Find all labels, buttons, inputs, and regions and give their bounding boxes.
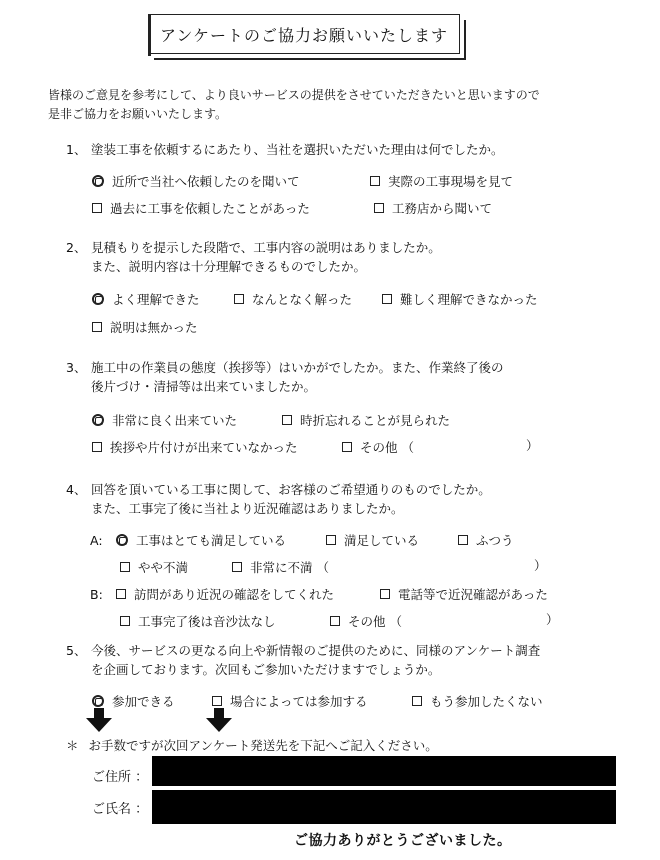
q5-option-3[interactable] (412, 692, 543, 710)
q4-text-line-1: 回答を頂いている工事に関して、お客様のご希望通りのものでしたか。 (91, 482, 491, 497)
q4-b-close-paren: ） (546, 612, 559, 627)
q2-text-line-1: 見積もりを提示した段階で、工事内容の説明はありましたか。 (91, 240, 441, 255)
checkbox-icon[interactable] (92, 293, 104, 305)
address-field-redacted[interactable] (152, 756, 616, 786)
q4-a-option-3[interactable] (458, 531, 514, 549)
q4-a-option-3-label: ふつう (476, 533, 514, 548)
q1-option-4[interactable] (374, 199, 492, 217)
q5-title (66, 641, 636, 681)
intro-text (48, 86, 618, 124)
checkbox-icon[interactable] (282, 415, 292, 425)
q4-a-close-paren: ） (534, 558, 547, 573)
checkbox-icon[interactable] (120, 562, 130, 572)
q4-a-option-2-label: 満足している (344, 533, 420, 548)
down-arrow-icon (206, 708, 232, 732)
q4-b-label: B: (90, 586, 103, 602)
q4-b-option-4[interactable] (330, 612, 402, 630)
q3-option-3[interactable] (92, 438, 298, 456)
checkbox-icon[interactable] (330, 616, 340, 626)
checkbox-icon[interactable] (232, 562, 242, 572)
q4-a-option-4[interactable] (120, 558, 188, 576)
checkbox-icon[interactable] (92, 695, 104, 707)
q4-title (66, 480, 626, 520)
title-bar-decoration (148, 14, 151, 56)
address-label: ご住所 ： (92, 770, 149, 785)
q4-a-option-5[interactable] (232, 558, 329, 576)
q3-option-1-label: 非常に良く出来ていた (112, 413, 238, 428)
q4-b-option-3-label: 工事完了後は音沙汰なし (138, 614, 276, 629)
q1-option-1-label: 近所で当社へ依頼したのを聞いて (112, 174, 300, 189)
q5-option-1-label: 参加できる (112, 694, 175, 709)
down-arrow-icon (86, 708, 112, 732)
intro-line-2: 是非ご協力をお願いいたします。 (48, 107, 228, 121)
q4-b-option-2[interactable] (380, 585, 548, 603)
q3-option-4[interactable] (342, 438, 414, 456)
q1-option-3[interactable] (92, 199, 310, 217)
q4-a-option-2[interactable] (326, 531, 419, 549)
thanks-message: ご協力ありがとうございました。 (294, 833, 512, 849)
q4-a-option-5-label: 非常に不満 （ (250, 560, 329, 575)
q2-title (66, 238, 626, 278)
q3-option-4-label: その他 （ (360, 440, 414, 455)
q2-option-1-label: よく理解できた (112, 292, 200, 307)
q4-a-option-4-label: やや不満 (138, 560, 189, 575)
checkbox-icon[interactable] (92, 203, 102, 213)
checkbox-icon[interactable] (458, 535, 468, 545)
q1-text-line-1: 塗装工事を依頼するにあたり、当社を選択いただいた理由は何でしたか。 (91, 142, 504, 157)
checkbox-icon[interactable] (380, 589, 390, 599)
q4-b-option-2-label: 電話等で近況確認があった (398, 587, 548, 602)
q2-option-3-label: 難しく理解できなかった (400, 292, 538, 307)
q3-title (66, 358, 626, 398)
q1-title (66, 140, 626, 160)
q5-option-3-label: もう参加したくない (430, 694, 543, 709)
q4-text-line-2: また、工事完了後に当社より近況確認はありましたか。 (91, 501, 404, 516)
q2-option-3[interactable] (382, 290, 538, 308)
q2-option-1[interactable] (92, 290, 200, 308)
note-mark: ＊ (66, 738, 79, 753)
q4-a-option-1-label: 工事はとても満足している (136, 533, 287, 548)
q3-option-2[interactable] (282, 411, 450, 429)
checkbox-icon[interactable] (342, 442, 352, 452)
q4-b-option-1[interactable] (90, 585, 334, 603)
q1-option-2[interactable] (370, 172, 513, 190)
checkbox-icon[interactable] (234, 294, 244, 304)
survey-title-box (148, 14, 460, 54)
checkbox-icon[interactable] (374, 203, 384, 213)
q1-option-2-label: 実際の工事現場を見て (388, 174, 514, 189)
q2-option-2[interactable] (234, 290, 352, 308)
q2-text-line-2: また、説明内容は十分理解できるものでしたか。 (91, 259, 367, 274)
checkbox-icon[interactable] (120, 616, 130, 626)
q4-number: 4、 (66, 482, 87, 497)
q3-option-2-label: 時折忘れることが見られた (300, 413, 451, 428)
q1-number: 1、 (66, 142, 87, 157)
q2-option-4-label: 説明は無かった (110, 320, 198, 335)
q1-option-4-label: 工務店から聞いて (392, 201, 493, 216)
intro-line-1: 皆様のご意見を参考にして、より良いサービスの提供をさせていただきたいと思いますので (48, 88, 540, 102)
q4-b-option-3[interactable] (120, 612, 276, 630)
checkbox-icon[interactable] (326, 535, 336, 545)
q4-b-option-1-label: 訪問があり近況の確認をしてくれた (134, 587, 335, 602)
q3-close-paren: ） (526, 438, 539, 453)
checkbox-icon[interactable] (116, 534, 128, 546)
checkbox-icon[interactable] (382, 294, 392, 304)
q2-option-2-label: なんとなく解った (252, 292, 353, 307)
q5-text-line-1: 今後、サービスの更なる向上や新情報のご提供のために、同様のアンケート調査 (91, 643, 541, 658)
q3-number: 3、 (66, 360, 87, 375)
q2-number: 2、 (66, 240, 87, 255)
note-text: お手数ですが次回アンケート発送先を下記へご記入ください。 (88, 738, 438, 753)
q4-b-option-4-label: その他 （ (348, 614, 402, 629)
q1-option-1[interactable] (92, 172, 300, 190)
name-label: ご氏名 ： (92, 802, 149, 817)
q5-option-2[interactable] (212, 692, 368, 710)
survey-title: アンケートのご協力お願いいたします (159, 25, 449, 45)
q5-text-line-2: を企画しております。次回もご参加いただけますでしょうか。 (91, 662, 441, 677)
name-field-redacted[interactable] (152, 790, 616, 824)
checkbox-icon[interactable] (116, 589, 126, 599)
q3-option-1[interactable] (92, 411, 237, 429)
q4-a-label: A: (90, 532, 103, 548)
q5-number: 5、 (66, 643, 87, 658)
q4-a-option-1[interactable] (90, 531, 286, 549)
q2-option-4[interactable] (92, 318, 198, 336)
checkbox-icon[interactable] (412, 696, 422, 706)
q3-text-line-1: 施工中の作業員の態度（挨拶等）はいかがでしたか。また、作業終了後の (91, 360, 504, 375)
checkbox-icon[interactable] (212, 696, 222, 706)
checkbox-icon[interactable] (92, 322, 102, 332)
q3-text-line-2: 後片づけ・清掃等は出来ていましたか。 (91, 379, 317, 394)
q1-option-3-label: 過去に工事を依頼したことがあった (110, 201, 310, 216)
note (66, 736, 438, 754)
q3-option-3-label: 挨拶や片付けが出来ていなかった (110, 440, 298, 455)
checkbox-icon[interactable] (92, 414, 104, 426)
q5-option-2-label: 場合によっては参加する (230, 694, 368, 709)
checkbox-icon[interactable] (92, 175, 104, 187)
checkbox-icon[interactable] (92, 442, 102, 452)
checkbox-icon[interactable] (370, 176, 380, 186)
